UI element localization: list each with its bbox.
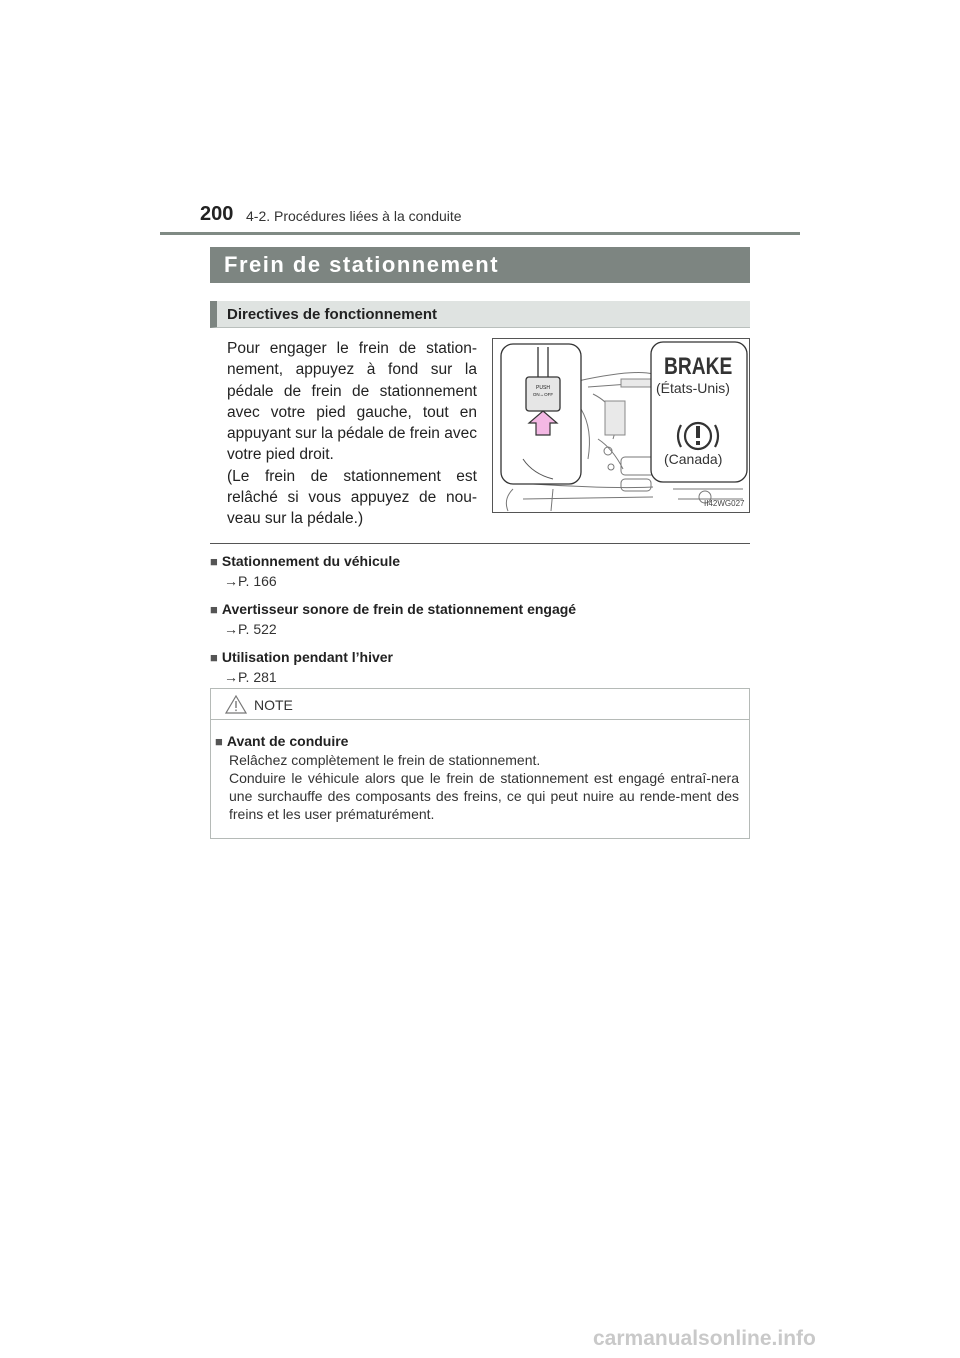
page-reference: →P. 522 [224,621,277,637]
subheading-text: Directives de fonctionnement [227,305,438,323]
page-title-bar [210,247,750,283]
section-title: 4-2. Procédures liées à la conduite [246,208,462,224]
body-paragraph-2: (Le frein de stationnement est relâché si vous appuyez de nou-veau sur la pédale.) [227,467,477,528]
body-paragraph-1: Pour engager le frein de station-nement, appuyez à fond sur la pédale de frein de stationnement avec votre pied gauche, tout en appuyant sur la pédale de frein avec votre pied droit. [227,340,477,464]
figure-code: II42WG027 [704,499,745,508]
info-title: Utilisation pendant l’hiver [221,649,393,665]
header-rule [160,232,800,235]
warning-triangle-icon [225,695,247,714]
page-title: Frein de stationnement [224,252,500,277]
note-text-line-2: Conduire le véhicule alors que le frein de stationnement est engagé entraî-nera une surchauffe des composants des freins, ce qui peut nuire au rende-ment des freins et les user prématurément. [229,770,739,822]
square-bullet-icon: ■ [210,650,218,665]
info-list [210,552,750,696]
note-title: Avant de conduire [226,733,349,749]
square-bullet-icon: ■ [210,602,218,617]
subheading-bar [210,301,750,328]
square-bullet-icon: ■ [210,554,218,569]
info-title: Stationnement du véhicule [221,553,400,569]
info-item [210,600,750,639]
canada-label: (Canada) [664,451,723,467]
info-item [210,552,750,591]
parking-brake-illustration [492,338,750,513]
page-reference: →P. 166 [224,573,277,589]
brake-word-label: BRAKE [664,353,733,380]
note-label: NOTE [254,697,293,713]
page-reference: →P. 281 [224,669,277,685]
pedal-onoff-text: ON↔OFF [532,392,554,397]
section-separator [210,543,750,544]
square-bullet-icon: ■ [215,734,223,749]
body-text [227,338,477,530]
pedal-push-text: PUSH [536,385,550,391]
note-text-line-1: Relâchez complètement le frein de stationnement. [229,752,541,768]
note-header [211,689,749,720]
note-box [210,688,750,839]
usa-label: (États-Unis) [656,380,730,396]
info-title: Avertisseur sonore de frein de stationnement engagé [221,601,577,617]
note-body [211,720,749,823]
page-number: 200 [200,203,234,225]
watermark: carmanualsonline.info [593,1327,816,1350]
info-item [210,648,750,687]
